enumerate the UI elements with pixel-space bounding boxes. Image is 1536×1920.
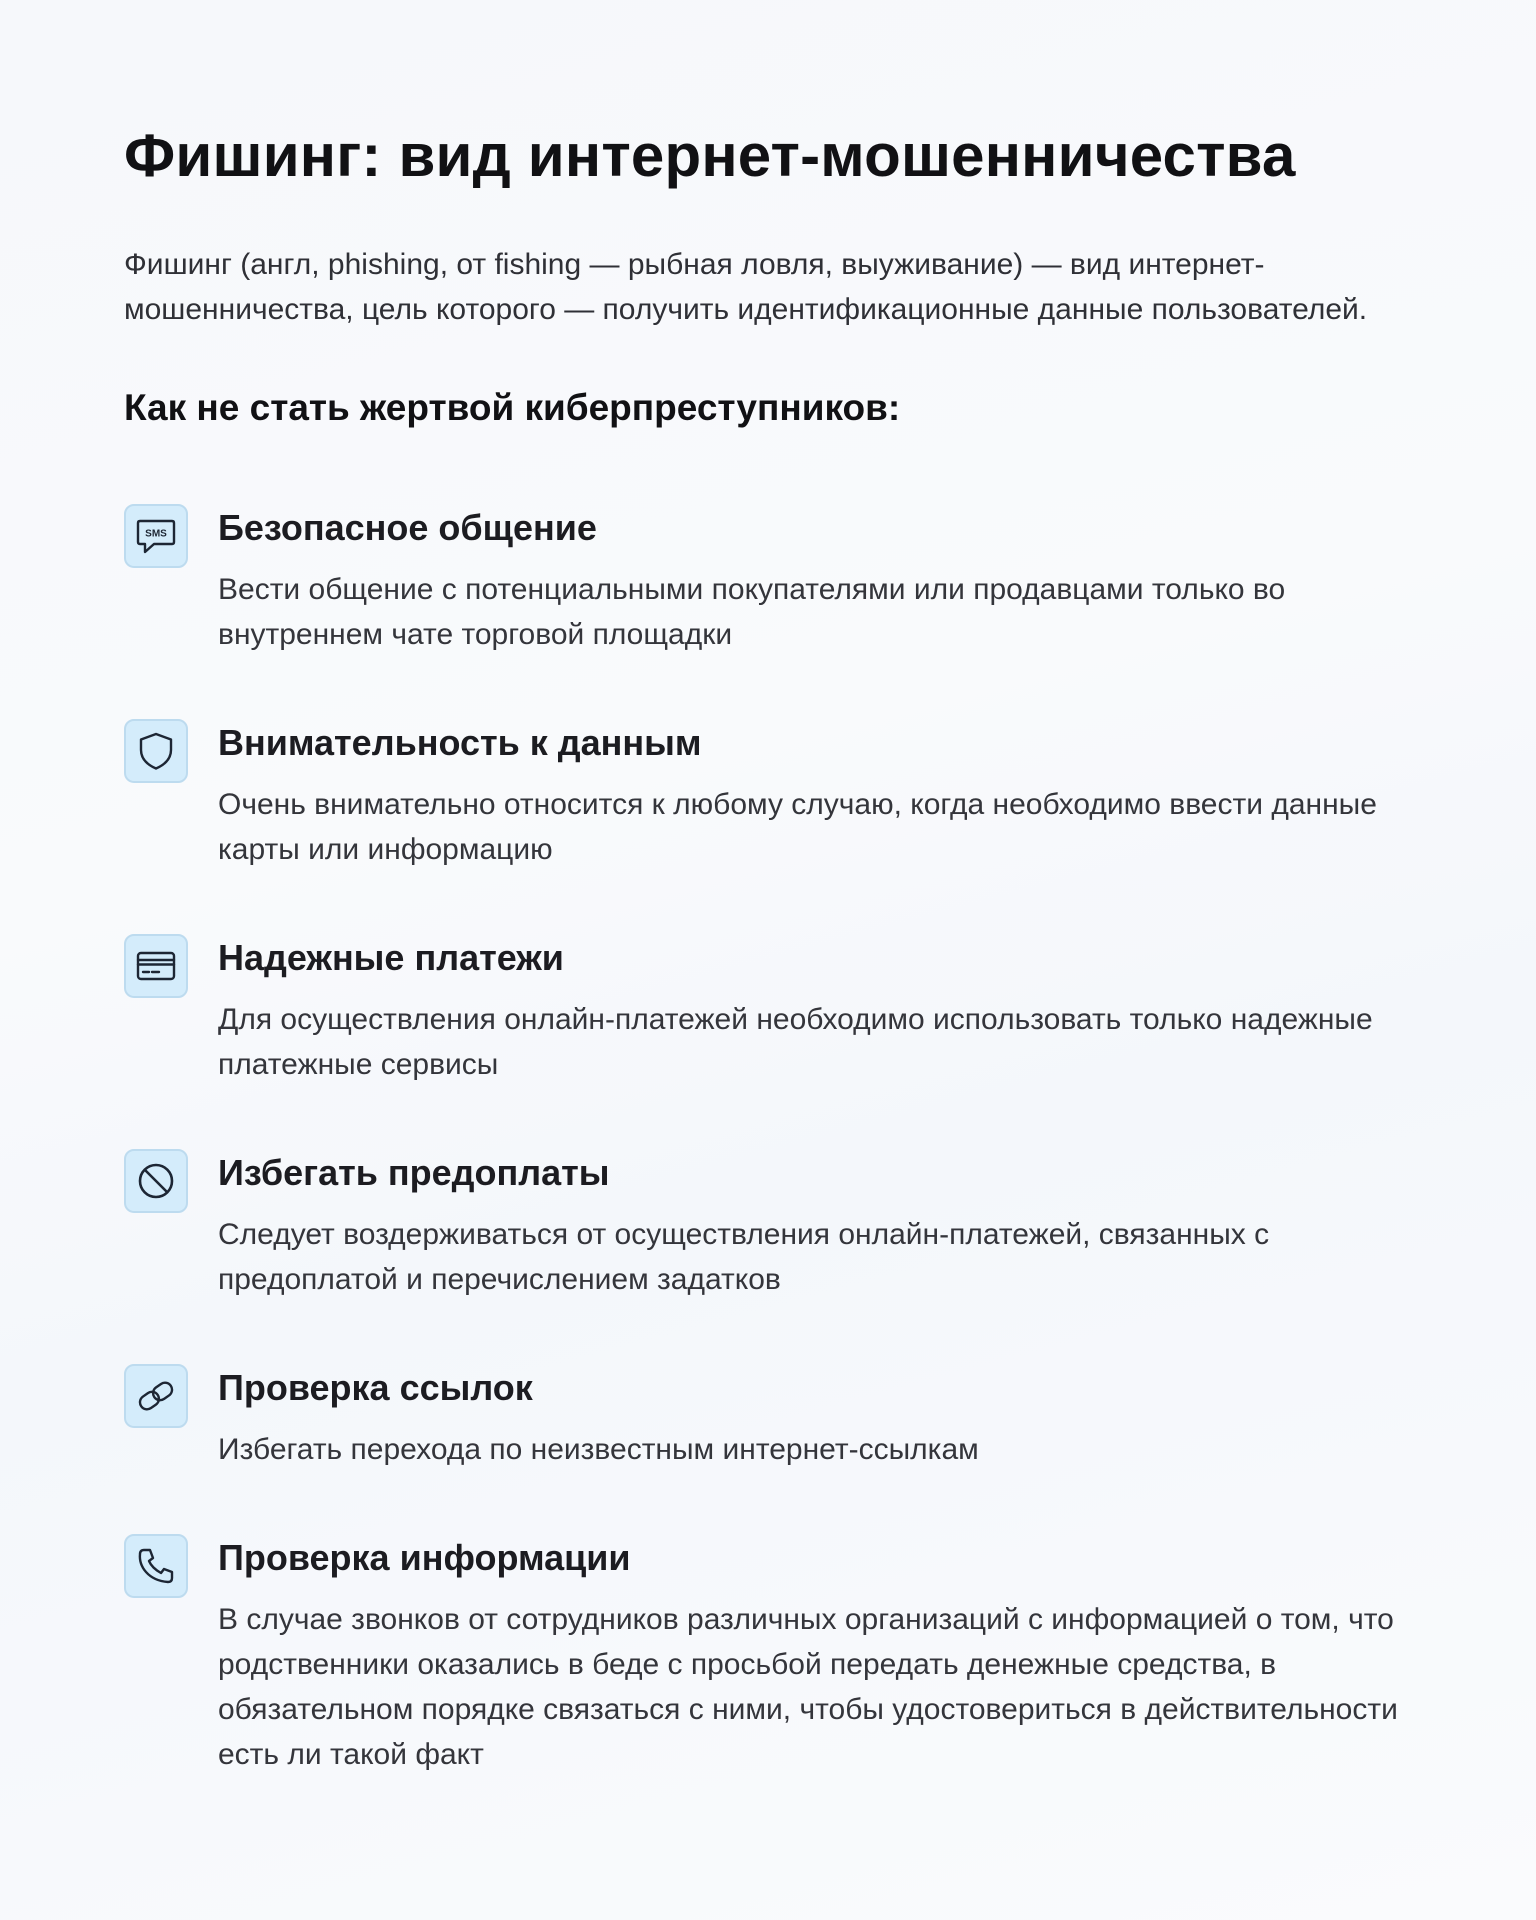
phone-icon	[124, 1534, 188, 1598]
section-subtitle: Как не стать жертвой киберпреступников:	[124, 387, 901, 428]
tip-text: Очень внимательно относится к любому случаю, когда необходимо ввести данные карты или информацию	[218, 788, 1377, 866]
article	[124, 118, 1424, 1839]
tip-text: Следует воздерживаться от осуществления онлайн-платежей, связанных с предоплатой и перечислением задатков	[218, 1218, 1270, 1296]
tip-avoid-prepayment	[124, 1149, 1424, 1302]
tip-text: Для осуществления онлайн-платежей необходимо использовать только надежные платежные сервисы	[218, 1003, 1373, 1081]
page-title: Фишинг: вид интернет-мошенничества	[124, 122, 1296, 189]
tip-info-check	[124, 1534, 1424, 1777]
tip-safe-communication	[124, 504, 1424, 657]
prohibited-icon	[124, 1149, 188, 1213]
link-icon	[124, 1364, 188, 1428]
tips-list	[124, 504, 1424, 1777]
tip-title: Внимательность к данным	[218, 722, 702, 763]
intro-paragraph: Фишинг (англ, phishing, от fishing — рыбная ловля, выуживание) — вид интернет-мошенничества, цель которого — получить идентификационные данные пользователей.	[124, 248, 1368, 326]
tip-title: Избегать предоплаты	[218, 1152, 610, 1193]
tip-title: Проверка ссылок	[218, 1367, 533, 1408]
tip-text: Вести общение с потенциальными покупателями или продавцами только во внутреннем чате торговой площадки	[218, 573, 1286, 651]
tip-data-attention	[124, 719, 1424, 872]
sms-bubble-icon	[124, 504, 188, 568]
tip-text: Избегать перехода по неизвестным интернет-ссылкам	[218, 1433, 979, 1466]
tip-title: Надежные платежи	[218, 937, 564, 978]
tip-title: Проверка информации	[218, 1537, 631, 1578]
tip-text: В случае звонков от сотрудников различных организаций с информацией о том, что родственники оказались в беде с просьбой передать денежные средства, в обязательном порядке связаться с ними, чтобы удостовериться в действительности есть ли такой факт	[218, 1603, 1398, 1771]
tip-title: Безопасное общение	[218, 507, 597, 548]
sms-icon-label: SMS	[145, 528, 167, 540]
credit-card-icon	[124, 934, 188, 998]
tip-reliable-payments	[124, 934, 1424, 1087]
shield-icon	[124, 719, 188, 783]
tip-link-check	[124, 1364, 1424, 1472]
